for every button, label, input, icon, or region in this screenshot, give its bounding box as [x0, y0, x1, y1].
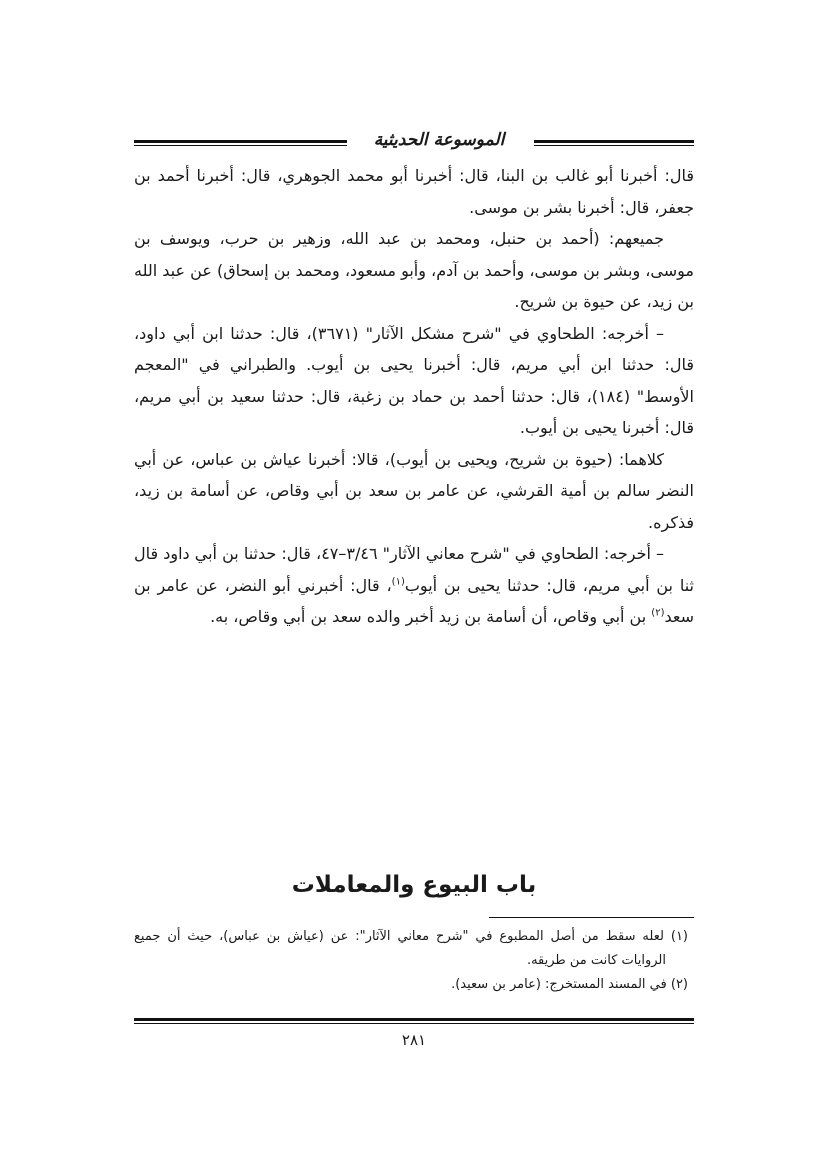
header-rule-right: [534, 140, 694, 146]
header-rule-left: [134, 140, 347, 146]
paragraph: قال: أخبرنا أبو غالب بن البنا، قال: أخبرنا أبو محمد الجوهري، قال: أخبرنا أحمد بن جعفر، قال: أخبرنا بشر بن موسى.: [134, 166, 694, 217]
paragraph-segment: بن أبي وقاص، أن أسامة بن زيد أخبر والده سعد بن أبي وقاص، به.: [210, 607, 652, 626]
footer-rule: [134, 1018, 694, 1024]
page-number: ٢٨١: [401, 1031, 427, 1049]
footnote-2: (٢) في المسند المستخرج: (عامر بن سعيد).: [451, 977, 688, 992]
paragraph: كلاهما: (حيوة بن شريح، ويحيى بن أيوب)، قالا: أخبرنا عياش بن عباس، عن أبي النضر سالم بن أمية القرشي، عن عامر بن سعد بن أبي وقاص، عن أسامة بن زيد، فذكره.: [134, 449, 694, 532]
paragraph-with-footnote-refs: [134, 538, 694, 633]
paragraph-segment: ، قال: أخبرني أبو النضر، عن عامر بن سعد: [134, 575, 694, 626]
running-header-title: الموسوعة الحديثية: [373, 130, 505, 150]
footnote-ref-2[interactable]: (٢): [651, 607, 665, 619]
footnotes: [134, 925, 694, 997]
running-header: [134, 128, 694, 156]
paragraph: – أخرجه: الطحاوي في "شرح مشكل الآثار" (٣٦٧١)، قال: حدثنا ابن أبي داود، قال: حدثنا ابن أبي مريم، قال: أخبرنا يحيى بن أيوب. والطبراني في "المعجم الأوسط" (١٨٤)، قال: حدثنا أحمد بن حماد بن زغبة، قال: حدثنا سعيد بن أبي مريم، قال: أخبرنا يحيى بن أيوب.: [134, 323, 694, 437]
paragraph: جميعهم: (أحمد بن حنبل، ومحمد بن عبد الله، وزهير بن حرب، ويوسف بن موسى، وبشر بن موسى، وأحمد بن آدم، وأبو مسعود، ومحمد بن إسحاق) عن عبد الله بن زيد، عن حيوة بن شريح.: [134, 229, 694, 311]
chapter-heading: باب البيوع والمعاملات: [291, 872, 537, 898]
book-page: [134, 118, 694, 1078]
paragraph-segment: – أخرجه: الطحاوي في "شرح معاني الآثار" ٣/٤٦–٤٧، قال: حدثنا بن أبي داود قال ثنا بن أبي مريم، قال: حدثنا يحيى بن أيوب: [134, 544, 694, 595]
footnote-ref-1[interactable]: (١): [391, 576, 405, 588]
main-text: [134, 160, 694, 633]
footnote-1: (١) لعله سقط من أصل المطبوع في "شرح معاني الآثار": عن (عياش بن عباس)، حيث أن جميع الروايات كانت من طريقه.: [134, 929, 688, 968]
footnote-separator: [489, 917, 694, 918]
